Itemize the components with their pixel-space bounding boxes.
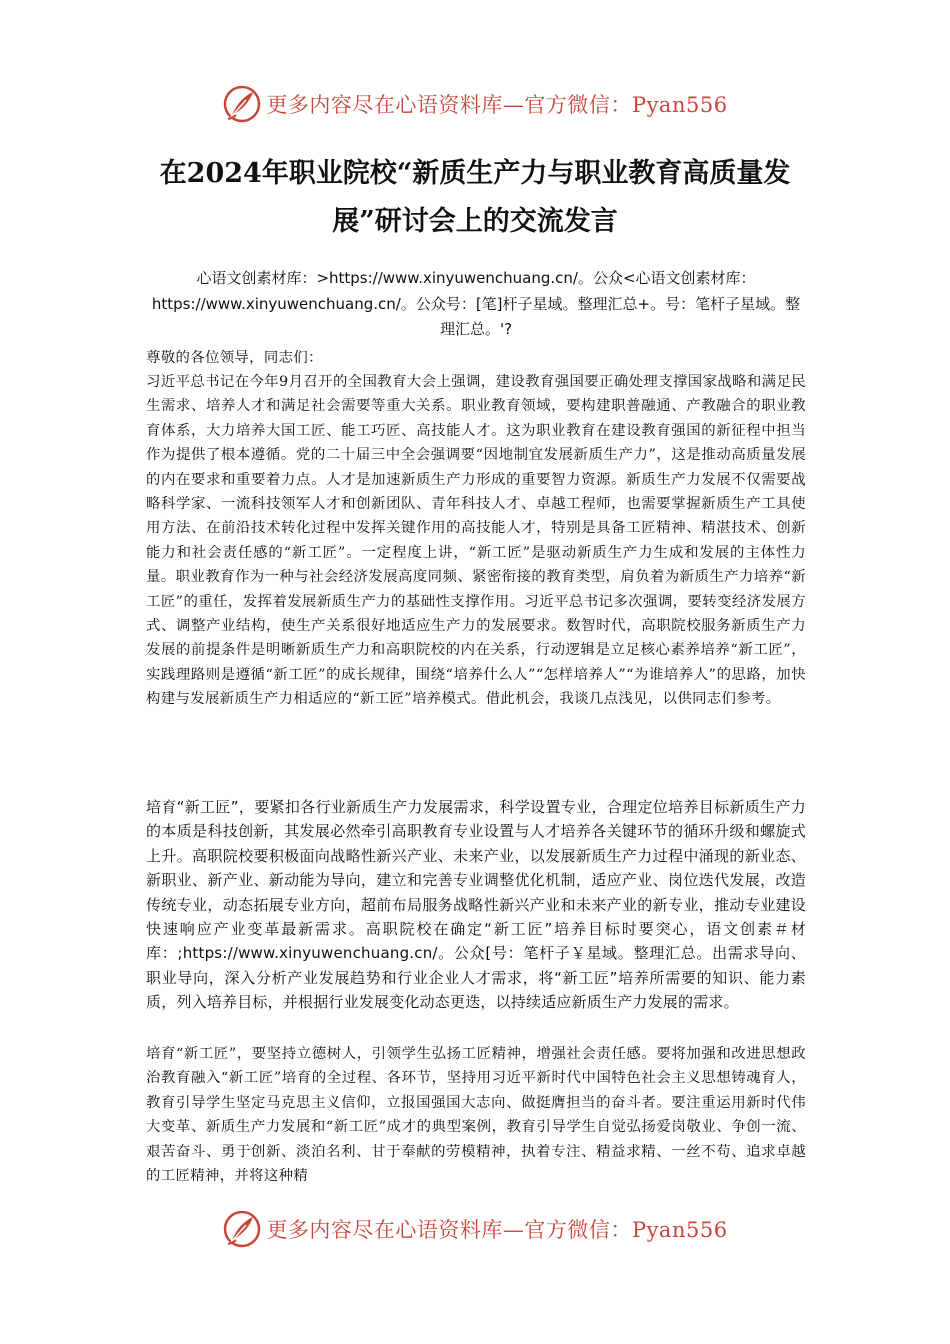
header-banner	[0, 82, 950, 126]
paragraph-1: 习近平总书记在今年9月召开的全国教育大会上强调，建设教育强国要正确处理支撑国家战略和满足民生需求、培养人才和满足社会需要等重大关系。职业教育领域，要构建职普融通、产教融合的职业教育体系，大力培养大国工匠、能工巧匠、高技能人才。这为职业教育在建设教育强国的新征程中担当作为提供了根本遵循。党的二十届三中全会强调要“因地制宜发展新质生产力”，这是推动高质量发展的内在要求和重要着力点。人才是加速新质生产力形成的重要智力资源。新质生产力发展不仅需要战略科学家、一流科技领军人才和创新团队、青年科技人才、卓越工程师，也需要掌握新质生产工具使用方法、在前沿技术转化过程中发挥关键作用的高技能人才，特别是具备工匠精神、精湛技术、创新能力和社会责任感的“新工匠”。一定程度上讲，“新工匠”是驱动新质生产力生成和发展的主体性力量。职业教育作为一种与社会经济发展高度同频、紧密衔接的教育类型，肩负着为新质生产力培养“新工匠”的重任，发挥着发展新质生产力的基础性支撑作用。习近平总书记多次强调，要转变经济发展方式、调整产业结构，使生产关系很好地适应生产力的发展要求。数智时代，高职院校服务新质生产力发展的前提条件是明晰新质生产力和高职院校的内在关系，行动逻辑是立足核心素养培养“新工匠”，实践理路则是遵循“新工匠”的成长规律，围绕“培养什么人”“怎样培养人”“为谁培养人”的思路，加快构建与发展新质生产力相适应的“新工匠”培养模式。借此机会，我谈几点浅见，以供同志们参考。	[146, 374, 806, 708]
feather-quill-logo-icon	[222, 1209, 262, 1249]
banner-text	[266, 1214, 727, 1244]
banner-wechat-id: Pyan556	[631, 93, 728, 117]
footer-banner	[0, 1207, 950, 1251]
feather-quill-logo-icon	[222, 84, 262, 124]
banner-label: 更多内容尽在心语资料库—官方微信：	[266, 1218, 632, 1242]
source-line: 心语文创素材库：>https://www.xinyuwenchuang.cn/。公众<心语文创素材库：https://www.xinyuwenchuang.cn/。公众号：[笔]杆子星域。整理汇总+。号：笔杆子星域。整理汇总。'?	[151, 269, 801, 338]
paragraph-3: 培育“新工匠”，要坚持立德树人，引领学生弘扬工匠精神，增强社会责任感。要将加强和改进思想政治教育融入“新工匠”培育的全过程、各环节，坚持用习近平新时代中国特色社会主义思想铸魂育人，教育引导学生坚定马克思主义信仰，立报国强国大志向、做挺膺担当的奋斗者。要注重运用新时代伟大变革、新质生产力发展和“新工匠”成才的典型案例，教育引导学生自觉弘扬爱岗敬业、争创一流、艰苦奋斗、勇于创新、淡泊名利、甘于奉献的劳模精神，执着专注、精益求精、一丝不苟、追求卓越的工匠精神，并将这种精	[146, 1046, 806, 1185]
document-title: 在2024年职业院校“新质生产力与职业教育高质量发展”研讨会上的交流发言	[159, 158, 791, 237]
banner-text	[266, 89, 727, 119]
banner-wechat-id: Pyan556	[631, 1218, 728, 1242]
banner-label: 更多内容尽在心语资料库—官方微信：	[266, 93, 632, 117]
greeting: 尊敬的各位领导，同志们：	[146, 350, 323, 366]
paragraph-2: 培育“新工匠”，要紧扣各行业新质生产力发展需求，科学设置专业，合理定位培养目标新质生产力的本质是科技创新，其发展必然牵引高职教育专业设置与人才培养各关键环节的循环升级和螺旋式上升。高职院校要积极面向战略性新兴产业、未来产业，以发展新质生产力过程中涌现的新业态、新职业、新产业、新动能为导向，建立和完善专业调整优化机制，适应产业、岗位迭代发展，改造传统专业，动态拓展专业方向，超前布局服务战略性新兴产业和未来产业的新专业，推动专业建设快速响应产业变革最新需求。高职院校在确定“新工匠”培养目标时要突心，语文创素＃材库：;https://www.xinyuwenchuang.cn/。公众[号：笔杆子￥星域。整理汇总。出需求导向、职业导向，深入分析产业发展趋势和行业企业人才需求，将“新工匠”培养所需要的知识、能力素质，列入培养目标，并根据行业发展变化动态更迭，以持续适应新质生产力发展的需求。	[146, 798, 806, 1012]
